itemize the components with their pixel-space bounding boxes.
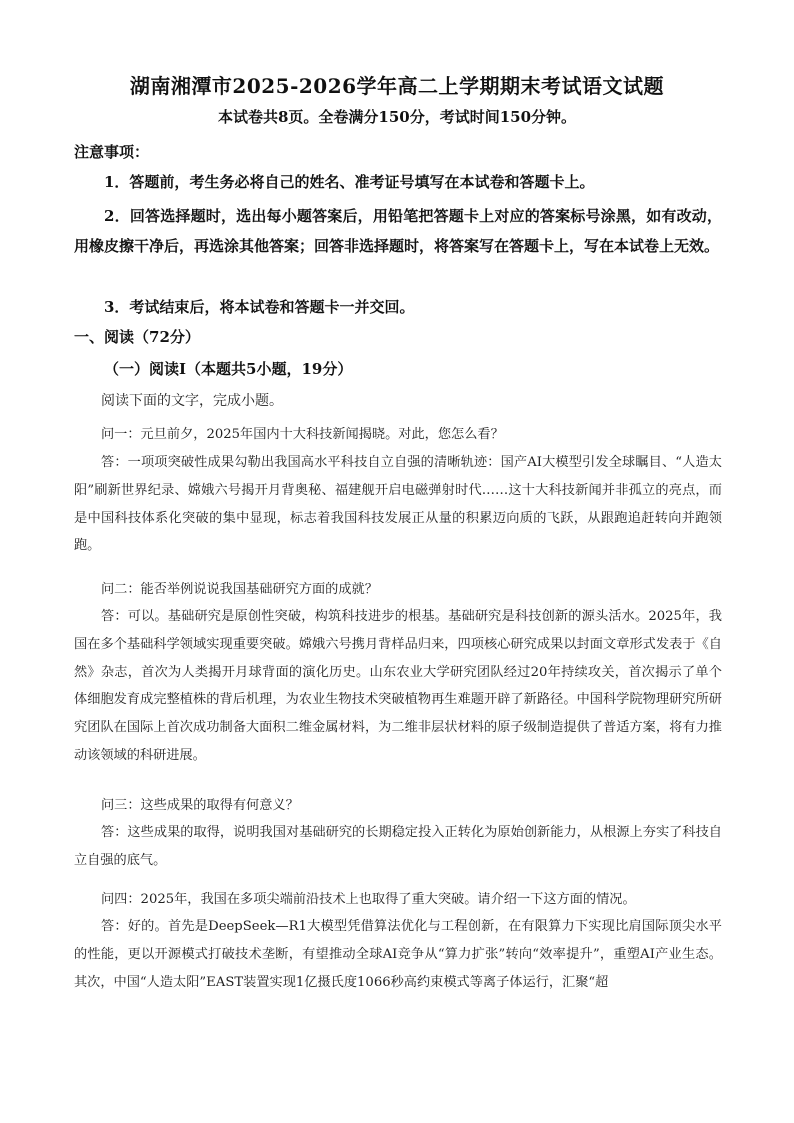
notice-heading: 注意事项： [74,143,150,161]
notice-item-3: 3．考试结束后，将本试卷和答题卡一并交回。 [104,298,415,316]
reading-instruction: 阅读下面的文字，完成小题。 [101,393,283,409]
question-2: 问二：能否举例说说我国基础研究方面的成就？ [101,582,378,597]
question-3: 问三：这些成果的取得有何意义？ [101,798,299,813]
section-heading: 一、阅读（72分） [74,328,200,346]
exam-title: 湖南湘潭市2025-2026学年高二上学期期末考试语文试题 [129,74,665,98]
question-4: 问四：2025年，我国在多项尖端前沿技术上也取得了重大突破。请介绍一下这方面的情况。 [101,892,636,907]
answer-2: 答：可以。基础研究是原创性突破，构筑科技进步的根基。基础研究是科技创新的源头活水。2025年，我国在多个基础科学领域实现重要突破。嫦娥六号携月背样品归来，四项核心研究成果以封面文章形式发表于《自然》杂志，首次为人类揭开月球背面的演化历史。山东农业大学研究团队经过20年持续攻关，首次揭示了单个体细胞发育成完整植株的背后机理，为农业生物技术突破植物再生难题开辟了新路径。中国科学院物理研究所研究团队在国际上首次成功制备大面积二维金属材料，为二维非层状材料的原子级制造提供了普适方案，将有力推动该领域的科研进展。 [74,609,722,763]
answer-3: 答：这些成果的取得，说明我国对基础研究的长期稳定投入正转化为原始创新能力，从根源上夯实了科技自立自强的底气。 [74,825,722,868]
exam-subtitle: 本试卷共8页。全卷满分150分，考试时间150分钟。 [217,108,577,126]
answer-4: 答：好的。首先是DeepSeek—R1大模型凭借算法优化与工程创新，在有限算力下实现比肩国际顶尖水平的性能，更以开源模式打破技术垄断，有望推动全球AI竞争从“算力扩张”转向“效率提升”，重塑AI产业生态。其次，中国“人造太阳”EAST装置实现1亿摄氏度1066秒高约束模式等离子体运行，汇聚“超 [74,919,722,990]
answer-1: 答：一项项突破性成果勾勒出我国高水平科技自立自强的清晰轨迹：国产AI大模型引发全球瞩目、“人造太阳”刷新世界纪录、嫦娥六号揭开月背奥秘、福建舰开启电磁弹射时代……这十大科技新闻并非孤立的亮点，而是中国科技体系化突破的集中显现，标志着我国科技发展正从量的积累迈向质的飞跃，从跟跑追赶转向并跑领跑。 [74,455,722,554]
notice-item-1: 1．答题前，考生务必将自己的姓名、准考证号填写在本试卷和答题卡上。 [104,173,595,191]
question-1: 问一：元旦前夕，2025年国内十大科技新闻揭晓。对此，您怎么看？ [101,427,504,442]
subsection-heading: （一）阅读Ⅰ（本题共5小题，19分） [104,360,353,378]
notice-item-2: 2．回答选择题时，选出每小题答案后，用铅笔把答题卡上对应的答案标号涂黑，如有改动，用橡皮擦干净后，再选涂其他答案；回答非选择题时，将答案写在答题卡上，写在本试卷上无效。 [74,207,722,255]
